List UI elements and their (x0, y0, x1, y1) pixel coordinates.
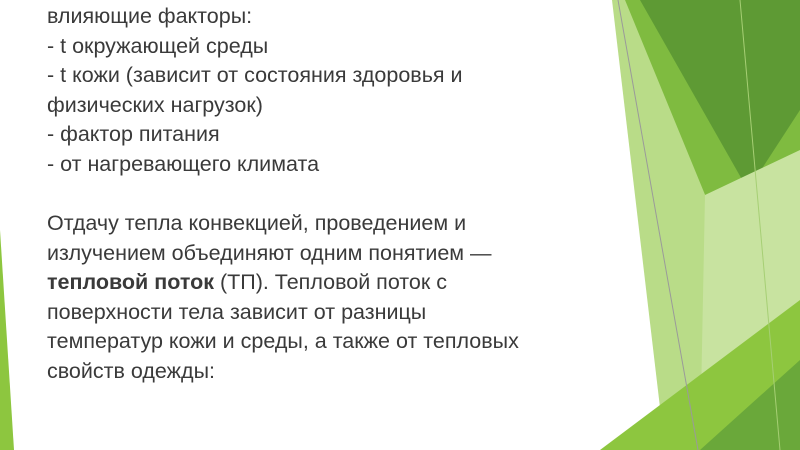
paragraph-line: поверхности тела зависит от разницы (47, 299, 427, 324)
paragraph-line: Отдачу тепла конвекцией, проведением и (47, 211, 467, 235)
list-line: - t окружающей среды (47, 33, 269, 58)
term-heat-flow: тепловой поток (47, 270, 214, 294)
paragraph-gap (47, 179, 607, 209)
list-line: - фактор питания (47, 122, 220, 146)
paragraph-line-rest: (ТП). Тепловой поток с (213, 270, 448, 294)
paragraph-line: температур кожи и среды, а также от тепловых (47, 329, 519, 353)
list-line: - от нагревающего климата (47, 151, 320, 176)
list-line: - t кожи (зависит от состояния здоровья и (47, 63, 463, 87)
left-edge-shape (0, 230, 14, 450)
list-line: физических нагрузок) (47, 92, 263, 117)
list-line: влияющие факторы: (47, 4, 253, 28)
paragraph-line: излучением объединяют одним понятием — (47, 240, 492, 265)
slide-text-content (47, 2, 607, 386)
paragraph-line: свойств одежды: (47, 358, 215, 383)
paragraph-line (47, 268, 607, 298)
